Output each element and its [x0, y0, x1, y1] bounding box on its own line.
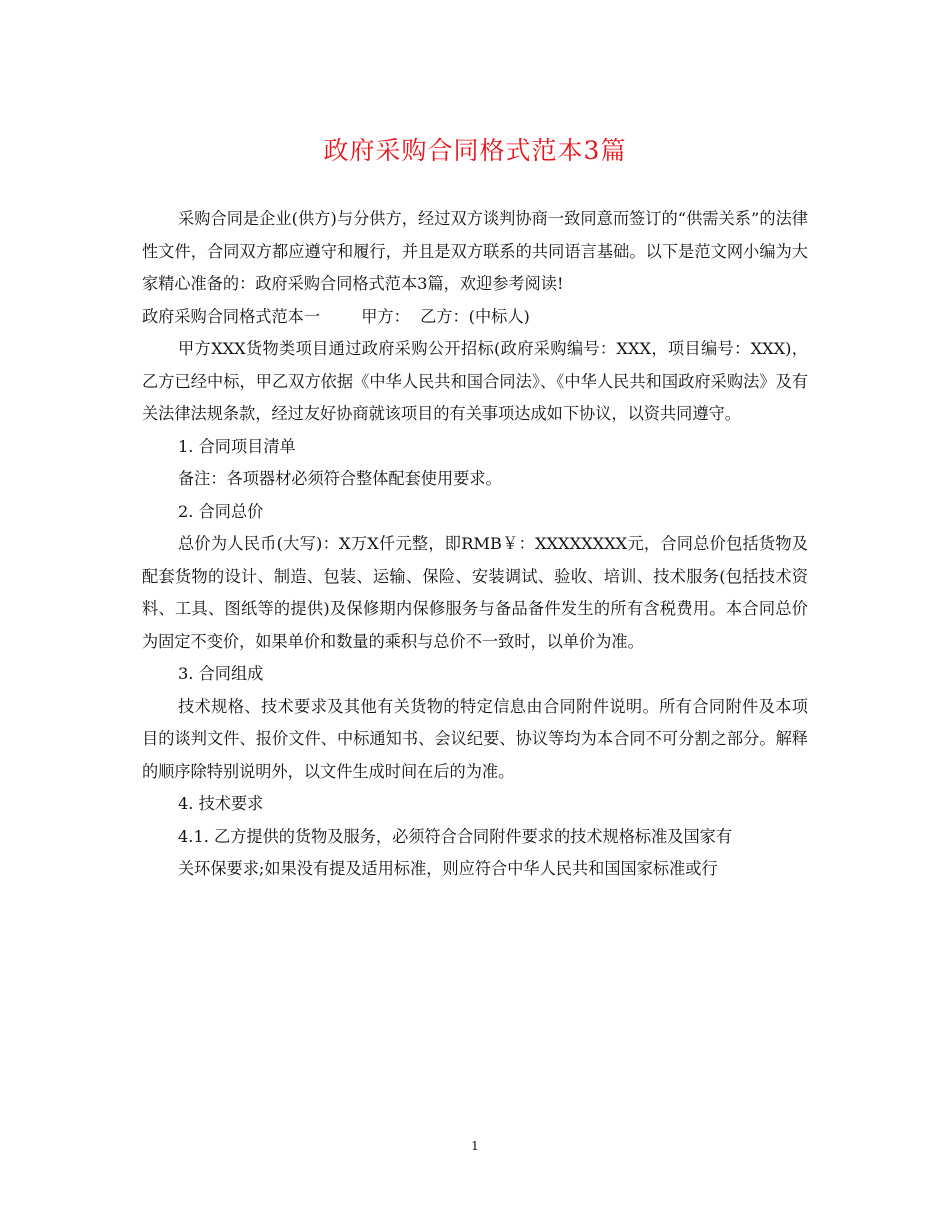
- document-title: 政府采购合同格式范本3篇: [323, 136, 627, 165]
- intro-paragraph: 采购合同是企业(供方)与分供方，经过双方谈判协商一致同意而签订的“供需关系”的法律性文件，合同双方都应遵守和履行，并且是双方联系的共同语言基础。以下是范文网小编为大家精心准备的：政府采购合同格式范本3篇，欢迎参考阅读!: [142, 209, 808, 293]
- preamble-paragraph: 甲方XXX货物类项目通过政府采购公开招标(政府采购编号：XXX，项目编号：XXX)，乙方已经中标，甲乙双方依据《中华人民共和国合同法》、《中华人民共和国政府采购法》及有关法律法规条款，经过友好协商就该项目的有关事项达成如下协议，以资共同遵守。: [142, 339, 808, 423]
- section-2-heading: 2. 合同总价: [178, 501, 264, 521]
- document-body: [142, 203, 808, 886]
- section-3-paragraph: 技术规格、技术要求及其他有关货物的特定信息由合同附件说明。所有合同附件及本项目的谈判文件、报价文件、中标通知书、会议纪要、协议等均为本合同不可分割之部分。解释的顺序除特别说明外，以文件生成时间在后的为准。: [142, 696, 808, 781]
- page-number: 1: [471, 1139, 479, 1153]
- section-1-heading: 1. 合同项目清单: [178, 436, 296, 456]
- section-3-heading: 3. 合同组成: [178, 664, 264, 683]
- section-4-heading: 4. 技术要求: [178, 794, 264, 813]
- template-header-line: 政府采购合同格式范本一 甲方： 乙方：(中标人): [142, 306, 530, 326]
- section-4-1-paragraph: 4.1. 乙方提供的货物及服务，必须符合合同附件要求的技术规格标准及国家有: [178, 826, 733, 846]
- section-1-note: 备注：各项器材必须符合整体配套使用要求。: [178, 469, 502, 488]
- section-2-paragraph: 总价为人民币(大写)：X万X仟元整，即RMB￥：XXXXXXXX元，合同总价包括货物及配套货物的设计、制造、包装、运输、保险、安装调试、验收、培训、技术服务(包括技术资料、工具、图纸等的提供)及保修期内保修服务与备品备件发生的所有含税费用。本合同总价为固定不变价，如果单价和数量的乘积与总价不一致时，以单价为准。: [142, 534, 808, 651]
- section-4-1-continued: 关环保要求;如果没有提及适用标准，则应符合中华人民共和国国家标准或行: [178, 859, 718, 878]
